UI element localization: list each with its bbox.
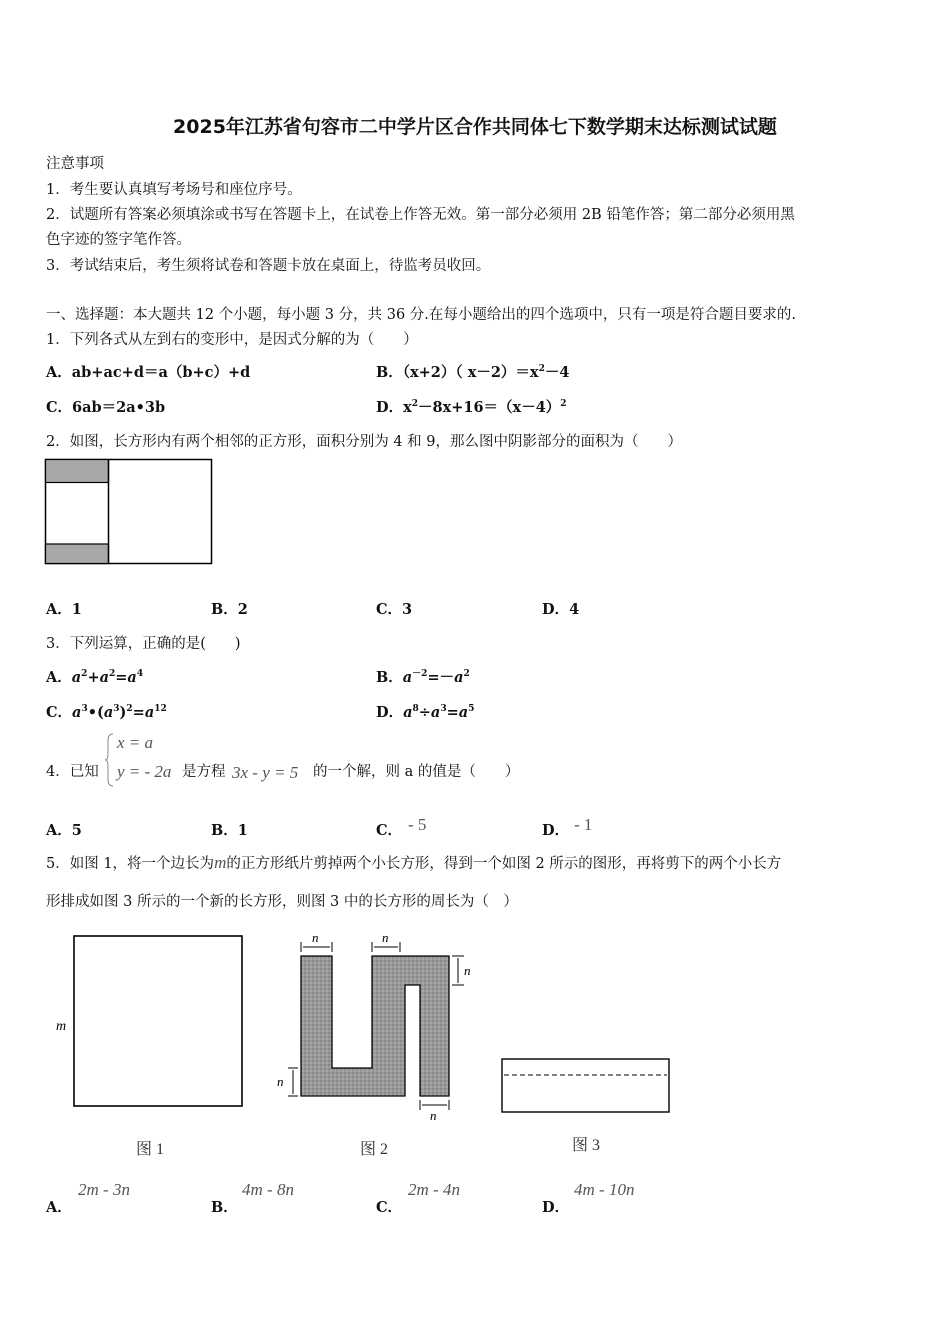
q4-equation: 3x - y = 5 <box>232 763 299 782</box>
fig2-label-n-4: n <box>277 1074 284 1089</box>
q2-option-a: A．1 <box>46 601 82 618</box>
q3-option-d: D．$a^8\div a^3=a^5$ <box>376 704 475 721</box>
notice-item-2-cont: 色字迹的签字笔作答。 <box>46 232 191 248</box>
q5-figure-3 <box>496 1052 676 1162</box>
fig1-caption: 图 1 <box>136 1141 165 1158</box>
q5-option-b-value: 4m - 8n <box>242 1180 294 1199</box>
q2-shaded-bottom <box>46 544 109 564</box>
q2-shaded-top <box>46 460 109 483</box>
q4-option-a: A．5 <box>46 822 82 839</box>
fig2-label-n-3: n <box>464 963 471 978</box>
q4-suffix: 的一个解，则 a 的值是（ ） <box>313 764 520 780</box>
q5-option-c: C． <box>376 1199 403 1216</box>
q1-option-b: B．（x+2）（ $x-2)=x^2-4$ <box>376 364 570 381</box>
q5-option-d: D． <box>542 1199 570 1216</box>
q1-option-c: C．6ab＝2a•3b <box>46 399 166 416</box>
q5-option-a-value: 2m - 3n <box>78 1180 130 1199</box>
notice-heading: 注意事项 <box>46 156 104 172</box>
q5-option-d-value: 4m - 10n <box>574 1180 635 1199</box>
fig2-shape <box>301 956 449 1096</box>
q4-system-line-2: y = - 2a <box>117 762 172 781</box>
fig3-caption: 图 3 <box>572 1137 601 1154</box>
q3-option-c: C．$a^3•(a^3)^2=a^{12}$ <box>46 704 167 721</box>
q5-stem-line-2: 形排成如图 3 所示的一个新的长方形，则图 3 中的长方形的周长为（ ） <box>46 894 518 910</box>
q4-brace <box>104 732 116 788</box>
q4-option-d-value: - 1 <box>574 815 593 834</box>
q5-option-a: A． <box>46 1199 72 1216</box>
q5-option-b: B． <box>211 1199 238 1216</box>
q4-option-b: B．1 <box>211 822 248 839</box>
q5-figure-2 <box>272 928 482 1163</box>
fig2-label-n-1: n <box>312 930 319 945</box>
fig2-label-n-2: n <box>382 930 389 945</box>
q5-figure-1 <box>50 930 250 1160</box>
q2-option-c: C．3 <box>376 601 413 618</box>
notice-item-1: 1．考生要认真填写考场号和座位序号。 <box>46 182 302 198</box>
q2-option-b: B．2 <box>211 601 248 618</box>
fig2-label-n-5: n <box>430 1108 437 1123</box>
q4-prefix: 4．已知 <box>46 764 99 780</box>
q2-option-d: D．4 <box>542 601 580 618</box>
q3-option-b: B．$a^{-2}=-a^2$ <box>376 669 470 686</box>
q5-stem-line-1: 5．如图 1，将一个边长为m的正方形纸片剪掉两个小长方形，得到一个如图 2 所示的图形，再将剪下的两个小长方 <box>46 853 782 872</box>
q4-mid: 是方程 <box>182 764 226 780</box>
q4-system-line-1: x = a <box>117 733 154 752</box>
q3-stem: 3．下列运算，正确的是( ) <box>46 636 241 652</box>
q1-option-d: D．$x^2-8x+16=(x-4)^2$ <box>376 399 567 416</box>
notice-item-2: 2．试题所有答案必须填涂或书写在答题卡上，在试卷上作答无效。第一部分必须用 2B 铅笔作答；第二部分必须用黑 <box>46 207 795 223</box>
page-title: 2025年江苏省句容市二中学片区合作共同体七下数学期末达标测试试题 <box>173 116 777 138</box>
q2-figure <box>44 458 216 568</box>
fig3-rectangle <box>502 1059 669 1112</box>
q1-stem: 1．下列各式从左到右的变形中，是因式分解的为（ ） <box>46 332 418 348</box>
q3-option-a: A．$a^2+a^2=a^4$ <box>46 669 144 686</box>
q4-option-c-value: - 5 <box>408 815 427 834</box>
notice-item-3: 3．考试结束后，考生须将试卷和答题卡放在桌面上，待监考员收回。 <box>46 258 491 274</box>
q5-option-c-value: 2m - 4n <box>408 1180 460 1199</box>
fig2-caption: 图 2 <box>360 1141 389 1158</box>
fig1-side-label: m <box>56 1019 67 1034</box>
section-heading: 一、选择题：本大题共 12 个小题，每小题 3 分，共 36 分.在每小题给出的四个选项中，只有一项是符合题目要求的. <box>46 307 796 323</box>
fig1-square <box>74 936 242 1106</box>
q4-option-c: C． <box>376 822 403 839</box>
q4-option-d: D． <box>542 822 570 839</box>
q1-option-a: A．ab+ac+d＝a（b+c）+d <box>46 364 251 381</box>
q2-stem: 2．如图，长方形内有两个相邻的正方形，面积分别为 4 和 9，那么图中阴影部分的面积为（ ） <box>46 434 682 450</box>
